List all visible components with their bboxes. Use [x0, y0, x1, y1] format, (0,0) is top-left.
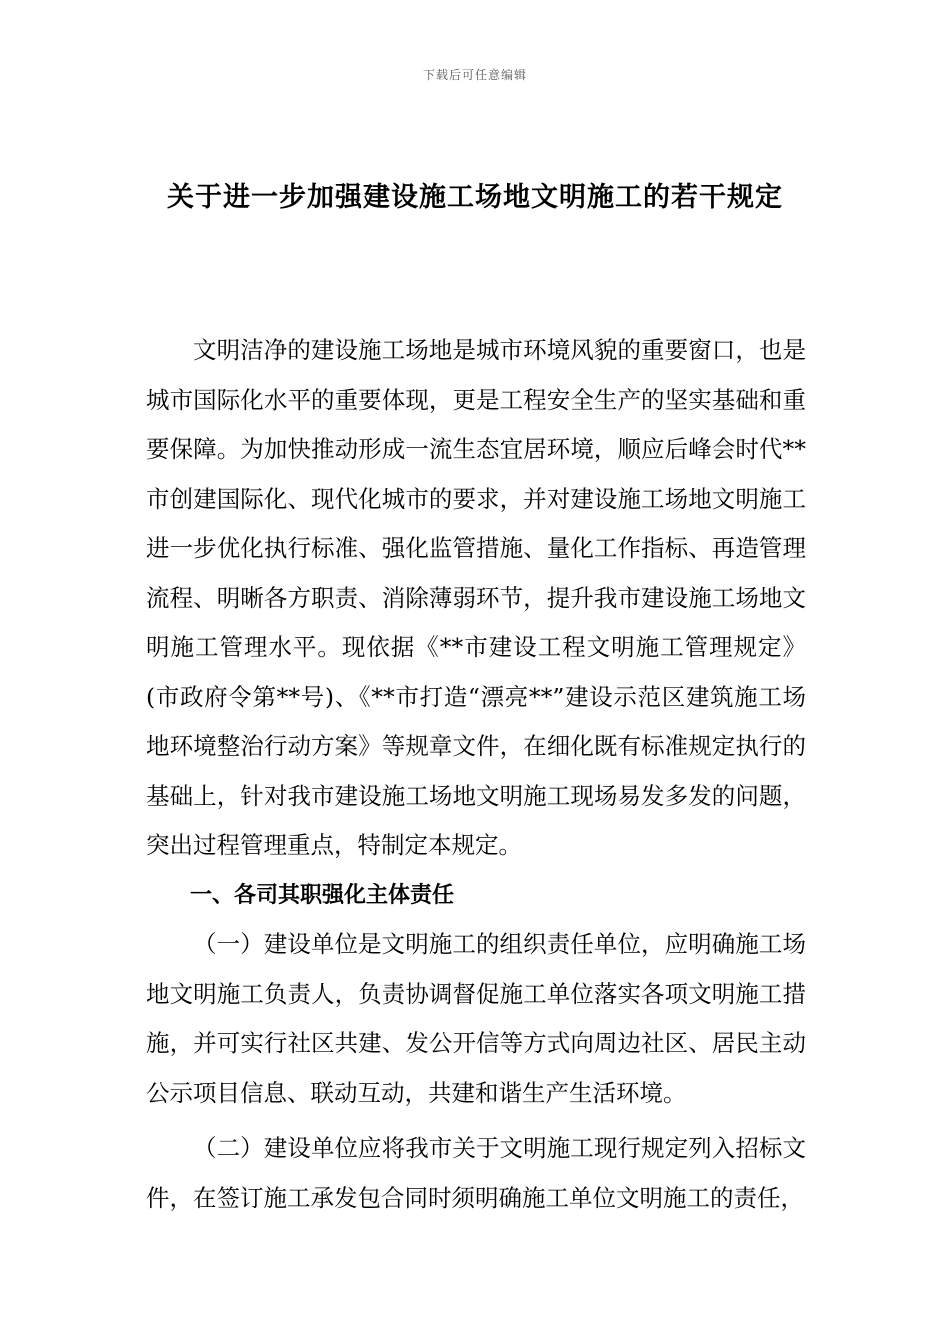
document-title: 关于进一步加强建设施工场地文明施工的若干规定 [167, 182, 783, 213]
item-paragraph-1: （一）建设单位是文明施工的组织责任单位，应明确施工场地文明施工负责人，负责协调督促施工单位落实各项文明施工措施，并可实行社区共建、发公开信等方式向周边社区、居民主动公示项目信息、联动互动，共建和谐生产生活环境。 [146, 930, 806, 1107]
header-note: 下载后可任意编辑 [422, 68, 527, 82]
item-paragraph-2: （二）建设单位应将我市关于文明施工现行规定列入招标文件，在签订施工承发包合同时须明确施工单位文明施工的责任， [146, 1134, 806, 1212]
section-heading: 一、各司其职强化主体责任 [190, 882, 455, 908]
intro-paragraph: 文明洁净的建设施工场地是城市环境风貌的重要窗口，也是城市国际化水平的重要体现，更是工程安全生产的坚实基础和重要保障。为加快推动形成一流生态宜居环境，顺应后峰会时代**市创建国际化、现代化城市的要求，并对建设施工场地文明施工进一步优化执行标准、强化监管措施、量化工作指标、再造管理流程、明晰各方职责、消除薄弱环节，提升我市建设施工场地文明施工管理水平。现依据《**市建设工程文明施工管理规定》(市政府令第**号)、《**市打造“漂亮**”建设示范区建筑施工场地环境整治行动方案》等规章文件，在细化既有标准规定执行的基础上，针对我市建设施工场地文明施工现场易发多发的问题，突出过程管理重点，特制定本规定。 [146, 336, 806, 859]
document-body [146, 326, 806, 1223]
